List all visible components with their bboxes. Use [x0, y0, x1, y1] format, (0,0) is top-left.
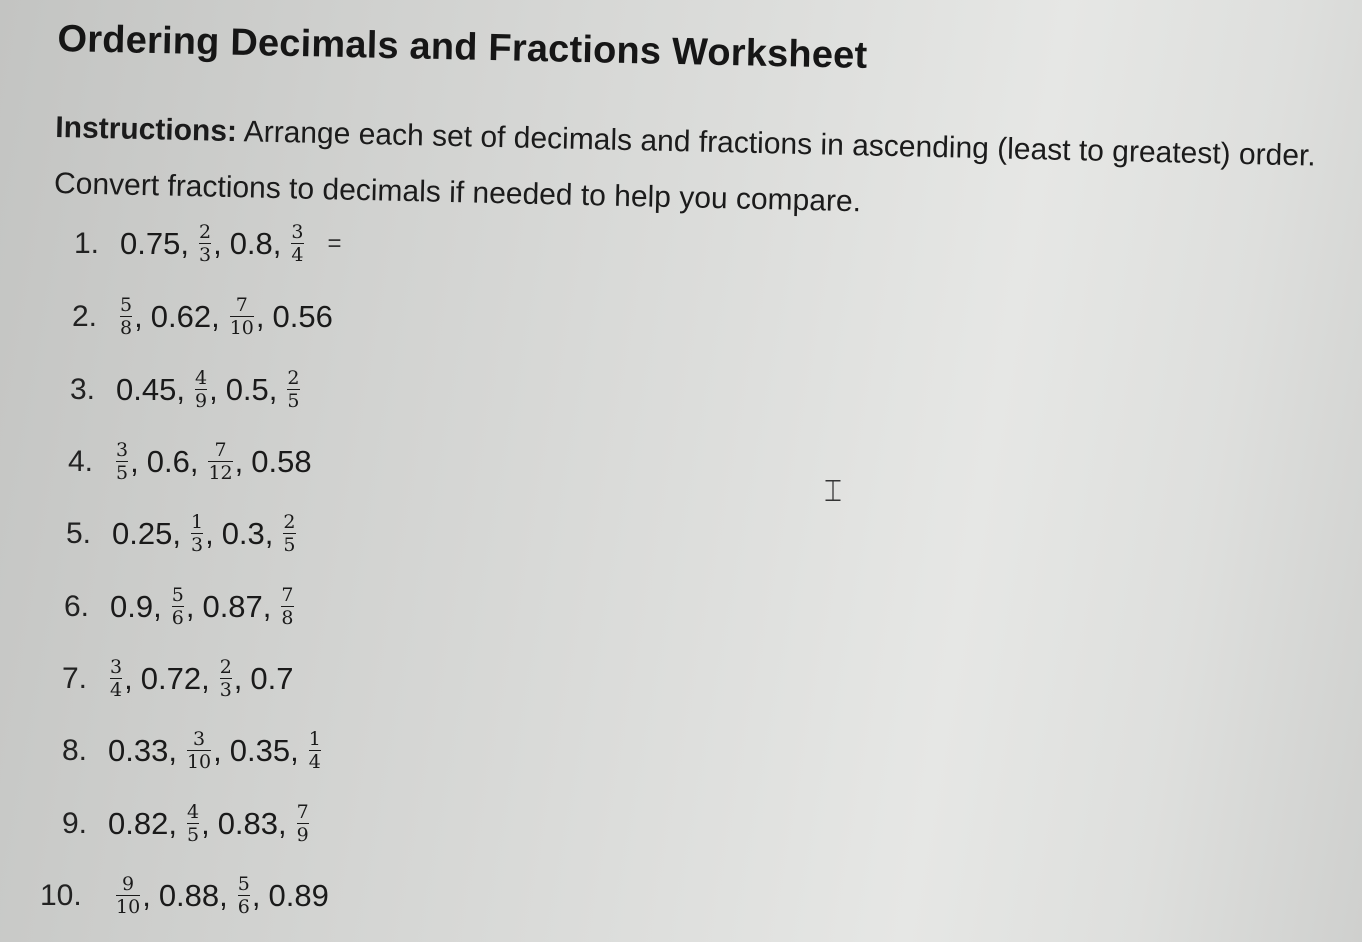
fraction — [283, 512, 295, 555]
comma-separator: , — [142, 877, 151, 913]
fraction — [172, 585, 184, 628]
comma-separator: , — [201, 660, 210, 696]
fraction-denominator: 9 — [194, 390, 208, 412]
problem-row — [74, 222, 342, 265]
fraction-numerator: 5 — [120, 294, 133, 316]
comma-separator: , — [234, 443, 244, 479]
problem-number: 10. — [40, 878, 82, 912]
fraction — [220, 657, 232, 700]
comma-separator: , — [168, 732, 177, 768]
decimal-text: 0.5 — [225, 371, 269, 407]
problem-row — [62, 729, 323, 772]
decimal-value — [120, 226, 180, 262]
comma-separator: , — [251, 877, 261, 913]
fraction-value — [114, 874, 142, 917]
decimal-value — [251, 444, 311, 480]
decimal-text: 0.33 — [108, 732, 169, 768]
comma-separator: , — [209, 371, 218, 407]
problem-number: 3. — [70, 372, 96, 406]
decimal-value — [273, 299, 333, 335]
decimal-value — [250, 661, 293, 697]
fraction-denominator: 8 — [281, 607, 294, 629]
comma-separator: , — [255, 298, 265, 334]
comma-separator: , — [268, 371, 278, 407]
comma-separator: , — [213, 732, 222, 768]
fraction-value — [307, 729, 323, 772]
comma-separator: , — [134, 298, 143, 334]
fraction-value — [285, 368, 301, 411]
comma-separator: , — [168, 805, 177, 841]
problem-row — [62, 802, 311, 845]
comma-separator: , — [205, 515, 214, 551]
fraction-value — [281, 512, 297, 555]
instructions-text-1: Arrange each set of decimals and fractions in ascending (least to greatest) order. — [236, 115, 1317, 173]
fraction — [195, 368, 207, 411]
fraction-denominator: 8 — [120, 317, 133, 339]
comma-separator: , — [189, 443, 199, 479]
fraction-numerator: 4 — [194, 367, 208, 389]
decimal-value — [269, 878, 329, 914]
fraction-value — [185, 802, 201, 845]
problem-number: 4. — [68, 444, 94, 478]
fraction-numerator: 2 — [198, 221, 212, 243]
fraction-value — [218, 657, 234, 700]
fraction-denominator: 9 — [296, 824, 309, 846]
fraction-value — [193, 368, 209, 411]
comma-separator: , — [219, 877, 228, 913]
fraction-denominator: 10 — [186, 751, 212, 773]
problem-number: 1. — [74, 226, 100, 260]
comma-separator: , — [278, 805, 287, 841]
problem-row — [64, 585, 296, 628]
problem-number: 5. — [66, 516, 92, 550]
decimal-text: 0.82 — [108, 805, 169, 841]
fraction-numerator: 1 — [308, 728, 321, 750]
fraction-numerator: 2 — [283, 511, 296, 533]
problem-row — [72, 295, 333, 338]
fraction-value — [295, 802, 311, 845]
decimal-text: 0.83 — [217, 805, 279, 841]
comma-separator: , — [262, 588, 272, 624]
instructions-label: Instructions: — [55, 110, 238, 149]
fraction-denominator: 4 — [308, 751, 321, 773]
problem-number: 2. — [72, 299, 98, 333]
fraction-numerator: 3 — [291, 221, 304, 243]
comma-separator: , — [180, 225, 189, 261]
fraction — [110, 657, 122, 700]
decimal-value — [110, 589, 153, 625]
fraction-numerator: 5 — [171, 584, 184, 606]
fraction-numerator: 7 — [235, 294, 248, 316]
fraction-value — [114, 440, 130, 483]
fraction-denominator: 3 — [190, 534, 204, 556]
fraction — [291, 222, 303, 265]
decimal-text: 0.6 — [146, 443, 190, 479]
fraction — [187, 729, 211, 772]
problem-number: 7. — [62, 661, 88, 695]
instructions-line-2: Convert fractions to decimals if needed to help you compare. — [53, 166, 862, 219]
fraction — [238, 874, 250, 917]
decimal-value — [108, 806, 168, 842]
problem-number: 9. — [62, 806, 88, 840]
decimal-value — [116, 372, 176, 408]
fraction — [120, 295, 132, 338]
fraction — [116, 874, 140, 917]
decimal-text: 0.9 — [110, 588, 154, 624]
fraction — [297, 802, 309, 845]
problem-row — [70, 368, 302, 411]
comma-separator: , — [153, 588, 162, 624]
fraction-denominator: 10 — [229, 317, 254, 339]
comma-separator: , — [172, 515, 181, 551]
comma-separator: , — [264, 515, 274, 551]
fraction-denominator: 6 — [237, 896, 250, 918]
fraction-denominator: 4 — [291, 244, 304, 266]
comma-separator: , — [130, 443, 139, 479]
fraction-value — [279, 585, 295, 628]
comma-separator: , — [201, 805, 210, 841]
decimal-value — [230, 226, 273, 262]
decimal-text: 0.88 — [158, 877, 220, 913]
decimal-value — [218, 806, 278, 842]
fraction-denominator: 3 — [198, 244, 212, 266]
comma-separator: , — [124, 660, 133, 696]
fraction — [199, 222, 211, 265]
fraction-denominator: 5 — [283, 534, 296, 556]
fraction — [287, 368, 299, 411]
decimal-text: 0.45 — [116, 371, 177, 407]
fraction-value — [108, 657, 124, 700]
decimal-value — [159, 878, 219, 914]
fraction-value — [185, 729, 213, 772]
decimal-value — [108, 733, 168, 769]
problem-number: 6. — [64, 589, 90, 623]
fraction-numerator: 4 — [186, 801, 200, 823]
fraction-numerator: 9 — [122, 873, 135, 895]
comma-separator: , — [185, 588, 195, 624]
fraction-value — [236, 874, 252, 917]
fraction-numerator: 3 — [193, 728, 206, 750]
equals-sign: = — [327, 229, 342, 257]
comma-separator: , — [211, 298, 220, 334]
problem-row — [66, 512, 298, 555]
fraction-numerator: 1 — [190, 511, 204, 533]
decimal-value — [147, 444, 190, 480]
fraction-value — [206, 440, 234, 483]
fraction-denominator: 4 — [110, 679, 123, 701]
decimal-text: 0.7 — [250, 660, 294, 696]
fraction-numerator: 2 — [219, 656, 232, 678]
decimal-value — [226, 372, 269, 408]
fraction-denominator: 6 — [171, 607, 184, 629]
decimal-text: 0.35 — [229, 732, 291, 768]
fraction — [281, 585, 293, 628]
problem-row — [62, 657, 294, 700]
fraction-value — [170, 585, 186, 628]
fraction-numerator: 5 — [237, 873, 250, 895]
fraction-denominator: 10 — [116, 896, 141, 918]
decimal-text: 0.75 — [120, 225, 181, 261]
fraction — [230, 295, 254, 338]
fraction-numerator: 3 — [110, 656, 123, 678]
fraction-numerator: 3 — [116, 439, 129, 461]
fraction-denominator: 5 — [287, 390, 300, 412]
decimal-text: 0.8 — [229, 225, 273, 261]
decimal-value — [202, 589, 262, 625]
problem-row — [68, 440, 312, 483]
problem-row — [40, 874, 329, 917]
fraction-denominator: 5 — [116, 462, 129, 484]
decimal-text: 0.72 — [140, 660, 202, 696]
text-cursor-icon: ⌶ — [824, 474, 842, 509]
fraction-denominator: 12 — [208, 462, 233, 484]
fraction-numerator: 2 — [287, 367, 300, 389]
fraction — [191, 512, 203, 555]
fraction-value — [197, 222, 213, 265]
page-title: Ordering Decimals and Fractions Worksheet — [57, 18, 868, 77]
fraction-denominator: 5 — [186, 824, 200, 846]
decimal-value — [112, 516, 172, 552]
decimal-text: 0.58 — [251, 443, 312, 479]
fraction-numerator: 7 — [281, 584, 294, 606]
decimal-text: 0.87 — [202, 588, 263, 624]
fraction — [187, 802, 199, 845]
fraction-value — [228, 295, 256, 338]
decimal-value — [222, 516, 265, 552]
comma-separator: , — [233, 660, 243, 696]
problem-number: 8. — [62, 733, 88, 767]
fraction-value — [189, 512, 205, 555]
fraction-value — [118, 295, 134, 338]
fraction — [116, 440, 128, 483]
fraction-value — [289, 222, 305, 265]
decimal-text: 0.56 — [272, 298, 333, 334]
decimal-value — [230, 733, 290, 769]
decimal-value — [151, 299, 211, 335]
comma-separator: , — [290, 732, 299, 768]
fraction-denominator: 3 — [219, 679, 232, 701]
fraction-numerator: 7 — [214, 439, 227, 461]
decimal-text: 0.89 — [268, 877, 329, 913]
decimal-text: 0.3 — [221, 515, 265, 551]
comma-separator: , — [272, 225, 282, 261]
fraction — [208, 440, 232, 483]
fraction-numerator: 7 — [296, 801, 309, 823]
decimal-text: 0.25 — [112, 515, 173, 551]
decimal-text: 0.62 — [150, 298, 212, 334]
comma-separator: , — [176, 371, 185, 407]
comma-separator: , — [213, 225, 222, 261]
fraction — [309, 729, 321, 772]
decimal-value — [141, 661, 201, 697]
